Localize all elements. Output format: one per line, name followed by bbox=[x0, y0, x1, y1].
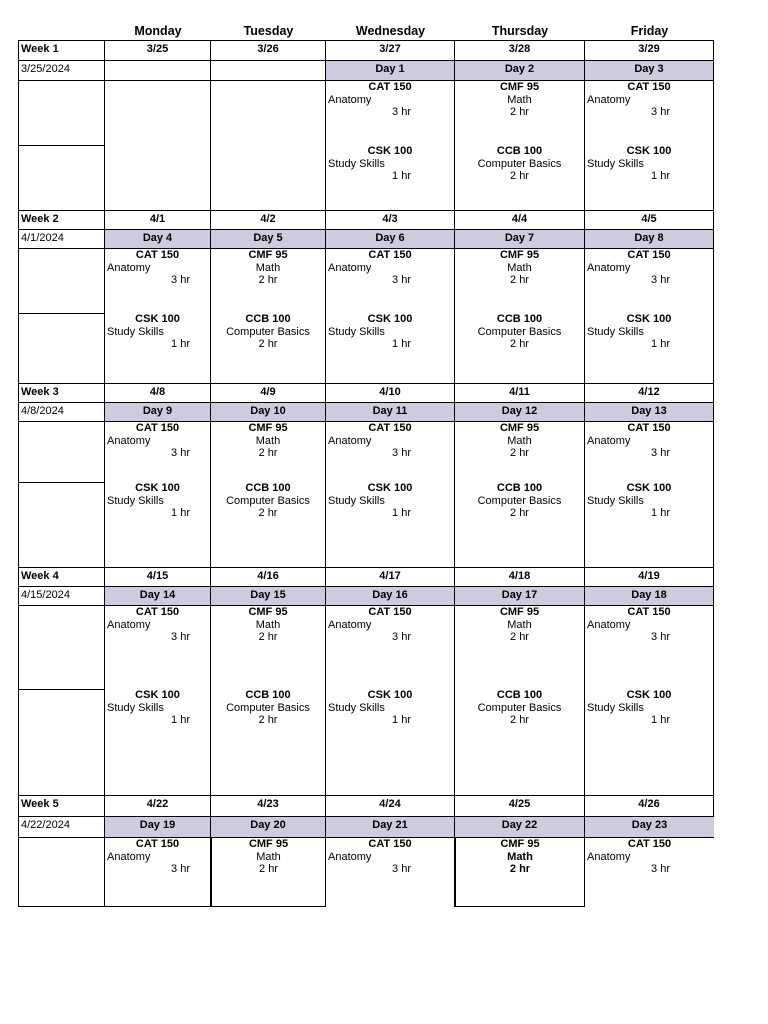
course-name: Study Skills bbox=[587, 494, 644, 507]
course-hours: 1 hr bbox=[651, 338, 670, 350]
week-start-date: 4/22/2024 bbox=[18, 816, 105, 837]
course-hours: 1 hr bbox=[392, 338, 411, 350]
course-code: CMF 95 bbox=[500, 838, 540, 850]
course-code: CCB 100 bbox=[496, 313, 543, 325]
course-hours: 2 hr bbox=[510, 106, 529, 118]
course-hours: 2 hr bbox=[258, 714, 278, 726]
date-cell: 4/8 bbox=[105, 383, 211, 402]
course-cell bbox=[326, 80, 455, 145]
course-code: CSK 100 bbox=[367, 313, 413, 325]
course-name: Study Skills bbox=[587, 701, 644, 714]
course-hours: 3 hr bbox=[651, 631, 670, 643]
day-number-cell: Day 22 bbox=[455, 816, 585, 837]
course-hours: 1 hr bbox=[651, 507, 670, 519]
day-number-cell: Day 18 bbox=[585, 586, 714, 605]
day-number-cell: Day 2 bbox=[455, 60, 585, 80]
course-name: Study Skills bbox=[328, 494, 385, 507]
date-cell: 4/23 bbox=[211, 795, 326, 816]
course-name: Math bbox=[255, 261, 281, 274]
week-label: Week 3 bbox=[18, 383, 105, 402]
course-name: Computer Basics bbox=[477, 325, 562, 338]
day-number-cell bbox=[105, 60, 211, 80]
course-hours: 3 hr bbox=[651, 863, 670, 875]
course-hours: 1 hr bbox=[392, 507, 411, 519]
empty-label-cell bbox=[18, 145, 105, 210]
course-cell bbox=[455, 80, 585, 145]
course-name: Study Skills bbox=[107, 325, 164, 338]
day-number-cell: Day 10 bbox=[211, 402, 326, 421]
course-name: Computer Basics bbox=[226, 494, 310, 507]
course-cell bbox=[326, 482, 455, 567]
course-cell bbox=[455, 837, 585, 907]
course-name: Math bbox=[507, 434, 532, 447]
week-start-date: 3/25/2024 bbox=[18, 60, 105, 80]
course-hours: 3 hr bbox=[392, 863, 411, 875]
course-hours: 3 hr bbox=[171, 447, 190, 459]
course-name: Study Skills bbox=[107, 701, 164, 714]
course-name: Math bbox=[256, 850, 281, 863]
week-start-date: 4/1/2024 bbox=[18, 229, 105, 248]
empty-label-cell bbox=[18, 689, 105, 795]
course-cell bbox=[326, 605, 455, 689]
course-hours: 2 hr bbox=[510, 714, 529, 726]
course-hours: 3 hr bbox=[171, 863, 190, 875]
course-cell bbox=[455, 248, 585, 313]
week-label: Week 5 bbox=[18, 795, 105, 816]
course-cell bbox=[211, 145, 326, 210]
course-cell bbox=[455, 482, 585, 567]
course-name: Computer Basics bbox=[226, 325, 310, 338]
date-cell: 4/12 bbox=[585, 383, 714, 402]
course-cell bbox=[585, 313, 714, 383]
course-name: Anatomy bbox=[587, 93, 631, 106]
course-hours: 1 hr bbox=[392, 170, 411, 182]
course-code: CMF 95 bbox=[499, 249, 540, 261]
course-code: CAT 150 bbox=[135, 422, 180, 434]
course-name: Math bbox=[507, 261, 532, 274]
date-cell: 4/3 bbox=[326, 210, 455, 229]
course-cell bbox=[105, 605, 211, 689]
date-cell: 4/22 bbox=[105, 795, 211, 816]
day-number-cell: Day 5 bbox=[211, 229, 326, 248]
course-name: Anatomy bbox=[587, 618, 631, 631]
course-name: Study Skills bbox=[587, 157, 644, 170]
course-name: Computer Basics bbox=[477, 701, 562, 714]
course-code: CSK 100 bbox=[626, 689, 672, 701]
empty-label-cell bbox=[18, 80, 105, 145]
course-code: CCB 100 bbox=[245, 689, 291, 701]
course-hours: 3 hr bbox=[651, 274, 670, 286]
course-cell bbox=[585, 248, 714, 313]
day-number-cell: Day 19 bbox=[105, 816, 211, 837]
course-hours: 3 hr bbox=[392, 631, 411, 643]
course-name: Math bbox=[255, 434, 281, 447]
course-code: CAT 150 bbox=[135, 606, 180, 618]
course-code: CAT 150 bbox=[135, 249, 180, 261]
course-name: Math bbox=[507, 850, 533, 863]
day-number-cell: Day 21 bbox=[326, 816, 455, 837]
course-code: CAT 150 bbox=[368, 81, 412, 93]
day-number-cell: Day 15 bbox=[211, 586, 326, 605]
course-hours: 1 hr bbox=[171, 338, 190, 350]
course-code: CMF 95 bbox=[499, 606, 540, 618]
day-number-cell: Day 3 bbox=[585, 60, 714, 80]
course-cell bbox=[326, 837, 455, 907]
date-cell: 3/29 bbox=[585, 40, 714, 60]
date-cell: 4/15 bbox=[105, 567, 211, 586]
empty-label-cell bbox=[18, 421, 105, 482]
course-cell bbox=[211, 421, 326, 482]
day-column-header: Friday bbox=[630, 24, 669, 38]
course-cell bbox=[455, 421, 585, 482]
course-name: Anatomy bbox=[107, 850, 151, 863]
day-column-header: Monday bbox=[134, 24, 182, 38]
course-hours: 2 hr bbox=[510, 507, 529, 519]
course-cell bbox=[105, 837, 211, 907]
course-code: CCB 100 bbox=[245, 482, 291, 494]
date-cell: 4/9 bbox=[211, 383, 326, 402]
course-cell bbox=[211, 837, 326, 907]
course-cell bbox=[585, 689, 714, 795]
date-cell: 3/26 bbox=[211, 40, 326, 60]
date-cell: 4/10 bbox=[326, 383, 455, 402]
course-code: CSK 100 bbox=[626, 482, 672, 494]
day-number-cell: Day 20 bbox=[211, 816, 326, 837]
course-cell bbox=[326, 313, 455, 383]
week-label: Week 2 bbox=[18, 210, 105, 229]
course-hours: 2 hr bbox=[510, 338, 529, 350]
course-hours: 2 hr bbox=[510, 631, 529, 643]
course-code: CAT 150 bbox=[627, 422, 671, 434]
course-code: CMF 95 bbox=[248, 838, 289, 850]
course-hours: 2 hr bbox=[510, 447, 529, 459]
course-hours: 1 hr bbox=[392, 714, 411, 726]
course-cell bbox=[585, 482, 714, 567]
course-cell bbox=[211, 313, 326, 383]
date-cell: 4/11 bbox=[455, 383, 585, 402]
course-name: Anatomy bbox=[107, 618, 151, 631]
course-hours: 3 hr bbox=[392, 447, 411, 459]
course-code: CAT 150 bbox=[627, 81, 671, 93]
course-name: Math bbox=[255, 618, 281, 631]
course-cell bbox=[585, 145, 714, 210]
course-name: Anatomy bbox=[587, 850, 631, 863]
date-cell: 4/4 bbox=[455, 210, 585, 229]
empty-label-cell bbox=[18, 605, 105, 689]
day-column-header: Thursday bbox=[491, 24, 549, 38]
course-code: CAT 150 bbox=[627, 838, 672, 850]
course-code: CAT 150 bbox=[368, 606, 412, 618]
day-number-cell: Day 11 bbox=[326, 402, 455, 421]
course-name: Anatomy bbox=[328, 618, 372, 631]
empty-label-cell bbox=[18, 837, 105, 907]
course-cell bbox=[211, 248, 326, 313]
day-column-header: Tuesday bbox=[243, 24, 294, 38]
course-name: Anatomy bbox=[107, 261, 151, 274]
course-cell bbox=[211, 80, 326, 145]
course-code: CSK 100 bbox=[367, 482, 413, 494]
day-number-cell: Day 4 bbox=[105, 229, 211, 248]
course-code: CCB 100 bbox=[496, 482, 543, 494]
day-number-cell: Day 1 bbox=[326, 60, 455, 80]
course-code: CSK 100 bbox=[367, 145, 413, 157]
course-hours: 3 hr bbox=[651, 106, 670, 118]
course-hours: 2 hr bbox=[258, 274, 278, 286]
course-name: Study Skills bbox=[328, 701, 385, 714]
course-cell bbox=[455, 145, 585, 210]
course-hours: 3 hr bbox=[392, 274, 411, 286]
course-cell bbox=[105, 248, 211, 313]
day-column-header: Wednesday bbox=[355, 24, 426, 38]
course-hours: 2 hr bbox=[258, 507, 278, 519]
course-cell bbox=[585, 837, 714, 907]
course-cell bbox=[585, 421, 714, 482]
course-hours: 3 hr bbox=[651, 447, 670, 459]
course-name: Study Skills bbox=[587, 325, 644, 338]
course-cell bbox=[585, 605, 714, 689]
course-hours: 2 hr bbox=[258, 338, 278, 350]
date-cell: 4/25 bbox=[455, 795, 585, 816]
week-label: Week 1 bbox=[18, 40, 105, 60]
course-cell bbox=[455, 605, 585, 689]
course-name: Anatomy bbox=[328, 434, 372, 447]
date-cell: 4/17 bbox=[326, 567, 455, 586]
date-cell: 3/28 bbox=[455, 40, 585, 60]
course-name: Math bbox=[507, 618, 532, 631]
course-name: Anatomy bbox=[328, 850, 372, 863]
course-code: CCB 100 bbox=[245, 313, 291, 325]
day-number-cell: Day 6 bbox=[326, 229, 455, 248]
course-cell bbox=[211, 482, 326, 567]
date-cell: 4/24 bbox=[326, 795, 455, 816]
course-code: CMF 95 bbox=[248, 249, 288, 261]
day-number-cell: Day 23 bbox=[585, 816, 714, 837]
course-cell bbox=[211, 605, 326, 689]
day-number-cell: Day 13 bbox=[585, 402, 714, 421]
course-code: CSK 100 bbox=[626, 313, 672, 325]
course-code: CCB 100 bbox=[496, 689, 543, 701]
course-code: CSK 100 bbox=[135, 313, 180, 325]
day-number-cell: Day 14 bbox=[105, 586, 211, 605]
course-cell bbox=[105, 145, 211, 210]
day-number-cell: Day 9 bbox=[105, 402, 211, 421]
week-start-date: 4/8/2024 bbox=[18, 402, 105, 421]
course-name: Anatomy bbox=[328, 93, 372, 106]
course-name: Anatomy bbox=[587, 261, 631, 274]
course-cell bbox=[326, 248, 455, 313]
date-cell: 3/27 bbox=[326, 40, 455, 60]
course-name: Math bbox=[507, 93, 532, 106]
course-hours: 2 hr bbox=[259, 863, 278, 875]
course-hours: 1 hr bbox=[651, 170, 670, 182]
course-cell bbox=[105, 80, 211, 145]
course-cell bbox=[455, 689, 585, 795]
course-name: Anatomy bbox=[328, 261, 372, 274]
course-name: Computer Basics bbox=[477, 157, 562, 170]
course-hours: 2 hr bbox=[258, 447, 278, 459]
course-cell bbox=[455, 313, 585, 383]
course-hours: 1 hr bbox=[171, 507, 190, 519]
date-cell: 4/5 bbox=[585, 210, 714, 229]
week-start-date: 4/15/2024 bbox=[18, 586, 105, 605]
course-hours: 1 hr bbox=[651, 714, 670, 726]
course-hours: 3 hr bbox=[171, 631, 190, 643]
course-code: CAT 150 bbox=[368, 249, 412, 261]
date-cell: 4/2 bbox=[211, 210, 326, 229]
course-code: CMF 95 bbox=[499, 422, 540, 434]
course-cell bbox=[211, 689, 326, 795]
course-cell bbox=[105, 421, 211, 482]
course-name: Study Skills bbox=[328, 157, 385, 170]
course-cell bbox=[326, 689, 455, 795]
course-cell bbox=[105, 689, 211, 795]
course-name: Study Skills bbox=[107, 494, 164, 507]
course-code: CSK 100 bbox=[367, 689, 413, 701]
course-name: Anatomy bbox=[107, 434, 151, 447]
day-number-cell: Day 16 bbox=[326, 586, 455, 605]
date-cell: 4/1 bbox=[105, 210, 211, 229]
course-code: CMF 95 bbox=[248, 606, 288, 618]
course-cell bbox=[326, 421, 455, 482]
course-code: CAT 150 bbox=[627, 606, 671, 618]
day-number-cell: Day 17 bbox=[455, 586, 585, 605]
date-cell: 3/25 bbox=[105, 40, 211, 60]
day-number-cell: Day 8 bbox=[585, 229, 714, 248]
course-hours: 3 hr bbox=[171, 274, 190, 286]
course-name: Computer Basics bbox=[226, 701, 310, 714]
course-cell bbox=[326, 145, 455, 210]
day-number-cell bbox=[211, 60, 326, 80]
course-cell bbox=[585, 80, 714, 145]
date-cell: 4/26 bbox=[585, 795, 714, 816]
day-number-cell: Day 12 bbox=[455, 402, 585, 421]
course-code: CSK 100 bbox=[626, 145, 672, 157]
empty-label-cell bbox=[18, 248, 105, 313]
course-hours: 1 hr bbox=[171, 714, 190, 726]
date-cell: 4/18 bbox=[455, 567, 585, 586]
course-cell bbox=[105, 482, 211, 567]
course-name: Anatomy bbox=[587, 434, 631, 447]
course-hours: 2 hr bbox=[258, 631, 278, 643]
course-hours: 2 hr bbox=[510, 170, 529, 182]
course-hours: 2 hr bbox=[510, 274, 529, 286]
course-code: CSK 100 bbox=[135, 482, 180, 494]
day-number-cell: Day 7 bbox=[455, 229, 585, 248]
course-cell bbox=[105, 313, 211, 383]
course-code: CAT 150 bbox=[627, 249, 671, 261]
empty-label-cell bbox=[18, 482, 105, 567]
course-code: CAT 150 bbox=[135, 838, 180, 850]
date-cell: 4/16 bbox=[211, 567, 326, 586]
week-label: Week 4 bbox=[18, 567, 105, 586]
course-code: CMF 95 bbox=[248, 422, 288, 434]
course-code: CSK 100 bbox=[135, 689, 180, 701]
date-cell: 4/19 bbox=[585, 567, 714, 586]
course-hours: 2 hr bbox=[509, 863, 531, 875]
course-hours: 3 hr bbox=[392, 106, 411, 118]
course-code: CCB 100 bbox=[496, 145, 543, 157]
course-name: Computer Basics bbox=[477, 494, 562, 507]
course-name: Study Skills bbox=[328, 325, 385, 338]
course-code: CAT 150 bbox=[368, 422, 412, 434]
course-code: CAT 150 bbox=[368, 838, 412, 850]
empty-label-cell bbox=[18, 313, 105, 383]
course-code: CMF 95 bbox=[499, 81, 540, 93]
